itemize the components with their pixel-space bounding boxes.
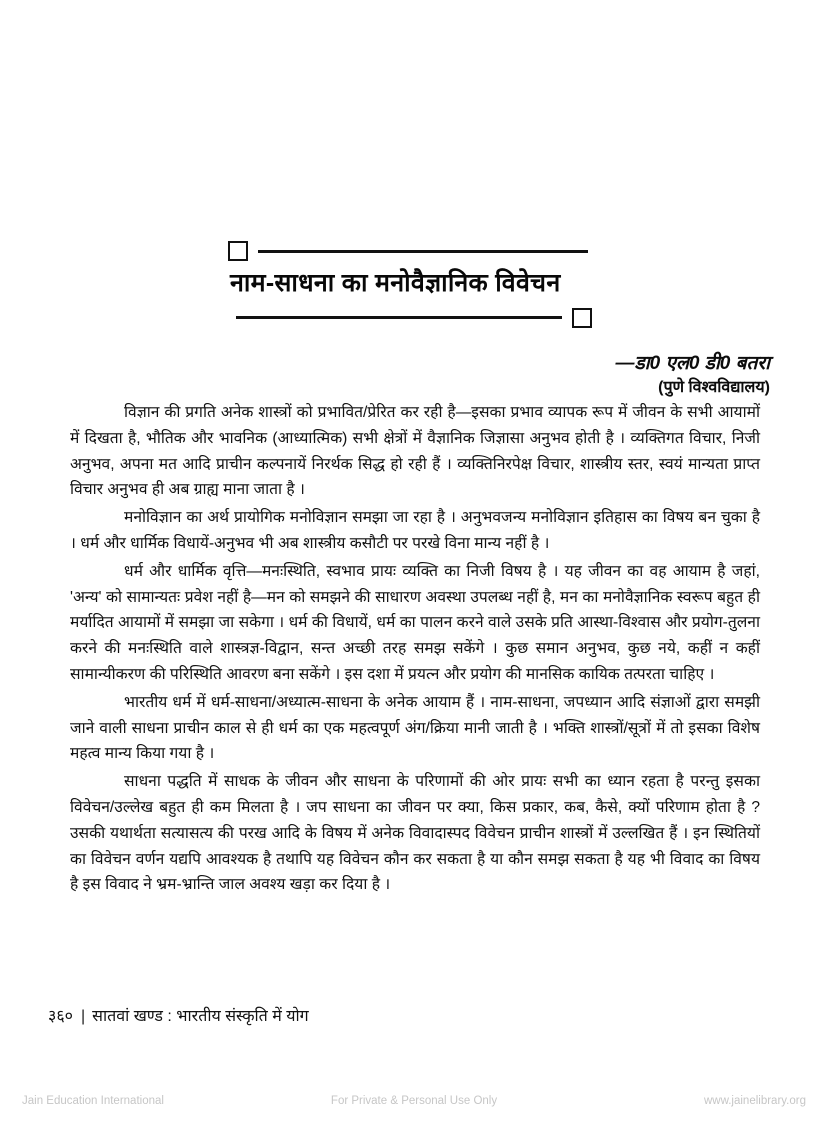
- title-top-rule-row: [228, 238, 588, 264]
- body-paragraph: साधना पद्धति में साधक के जीवन और साधना के परिणामों की ओर प्रायः सभी का ध्यान रहता है परन्तु इसका विवेचन/उल्लेख बहुत ही कम मिलता है । जप साधना का जीवन पर क्या, किस प्रकार, कब, कैसे, क्यों परिणाम होता है ? उसकी यथार्थता सत्यासत्य की परख आदि के विषय में अनेक विवादास्पद विवेचन प्राचीन शास्त्रों में उल्लखित हैं । इन स्थितियों का विवेचन वर्णन यद्यपि आवश्यक है तथापि यह विवेचन कौन कर सकता है या कौन समझ सकता है यह भी विवाद का विषय है इस विवाद ने भ्रम-भ्रान्ति जाल अवश्य खड़ा कर दिया है ।: [70, 773, 760, 894]
- library-watermark: [0, 1086, 828, 1116]
- author-affiliation: (पुणे विश्वविद्यालय): [658, 378, 770, 396]
- body-paragraph: विज्ञान की प्रगति अनेक शास्त्रों को प्रभावित/प्रेरित कर रही है—इसका प्रभाव व्यापक रूप में जीवन के सभी आयामों में दिखता है, भौतिक और भावनिक (आध्यात्मिक) सभी क्षेत्रों में वैज्ञानिक जिज्ञासा अनुभव होती है । व्यक्तिगत विचार, निजी अनुभव, अपना मत आदि प्राचीन कल्पनायें निरर्थक सिद्ध हो रही हैं । व्यक्तिनिरपेक्ष विचार, शास्त्रीय स्तर, स्वयं मान्यता प्राप्त विचार अनुभव ही अब ग्राह्य माना जाता है ।: [70, 404, 760, 499]
- horizontal-rule: [236, 316, 562, 319]
- watermark-website: www.jainelibrary.org: [703, 1095, 806, 1107]
- byline: [616, 352, 770, 399]
- watermark-organization: Jain Education International: [22, 1095, 164, 1107]
- section-title: सातवां खण्ड : भारतीय संस्कृति में योग: [92, 1008, 309, 1025]
- article-body: [70, 400, 760, 898]
- page-number: ३६०: [48, 1008, 73, 1025]
- decorative-square-icon: [228, 241, 248, 261]
- page-title: नाम-साधना का मनोवैज्ञानिक विवेचन: [230, 269, 561, 297]
- body-paragraph: धर्म और धार्मिक वृत्ति—मनःस्थिति, स्वभाव प्रायः व्यक्ति का निजी विषय है । यह जीवन का वह आयाम है जहां, 'अन्य' को सामान्यतः प्रवेश नहीं है—मन को समझने की साधारण अवस्था उपलब्ध नहीं है, मन का मनोवैज्ञानिक स्वरूप बहुत ही मर्यादित आयामों में समझा जा सकेगा । धर्म की विधायें, धर्म का पालन करने वाले उसके प्रति आस्था-विश्वास और प्रयोग-तुलना करने की मनःस्थिति वाले शास्त्रज्ञ-विद्वान, सन्त अच्छी तरह समझ सकेंगे । कुछ समान अनुभव, कुछ नये, कहीं न कहीं सामान्यीकरण की परिस्थिति आवरण बना सकेंगे । इस दशा में प्रयत्न और प्रयोग की मानसिक कायिक तत्परता चाहिए ।: [70, 562, 760, 683]
- body-paragraph: मनोविज्ञान का अर्थ प्रायोगिक मनोविज्ञान समझा जा रहा है । अनुभवजन्य मनोविज्ञान इतिहास का विषय बन चुका है । धर्म और धार्मिक विधायें-अनुभव भी अब शास्त्रीय कसौटी पर परखे विना मान्य नहीं है ।: [70, 509, 760, 552]
- foot-separator: |: [80, 1008, 86, 1025]
- author-name: —डा0 एल0 डी0 बतरा: [615, 353, 770, 374]
- running-foot: [48, 1004, 309, 1026]
- decorative-square-icon: [572, 308, 592, 328]
- watermark-usage-notice: For Private & Personal Use Only: [330, 1095, 498, 1107]
- title-block: [228, 238, 588, 331]
- horizontal-rule: [258, 250, 588, 253]
- body-paragraph: भारतीय धर्म में धर्म-साधना/अध्यात्म-साधना के अनेक आयाम हैं । नाम-साधना, जपध्यान आदि संज्ञाओं द्वारा समझी जाने वाली साधना प्राचीन काल से ही धर्म का एक महत्वपूर्ण अंग/क्रिया मानी जाती है । भक्ति शास्त्रों/सूत्रों में तो इसका विशेष महत्व मान्य किया गया है ।: [70, 693, 760, 763]
- title-bottom-rule-row: [236, 305, 592, 331]
